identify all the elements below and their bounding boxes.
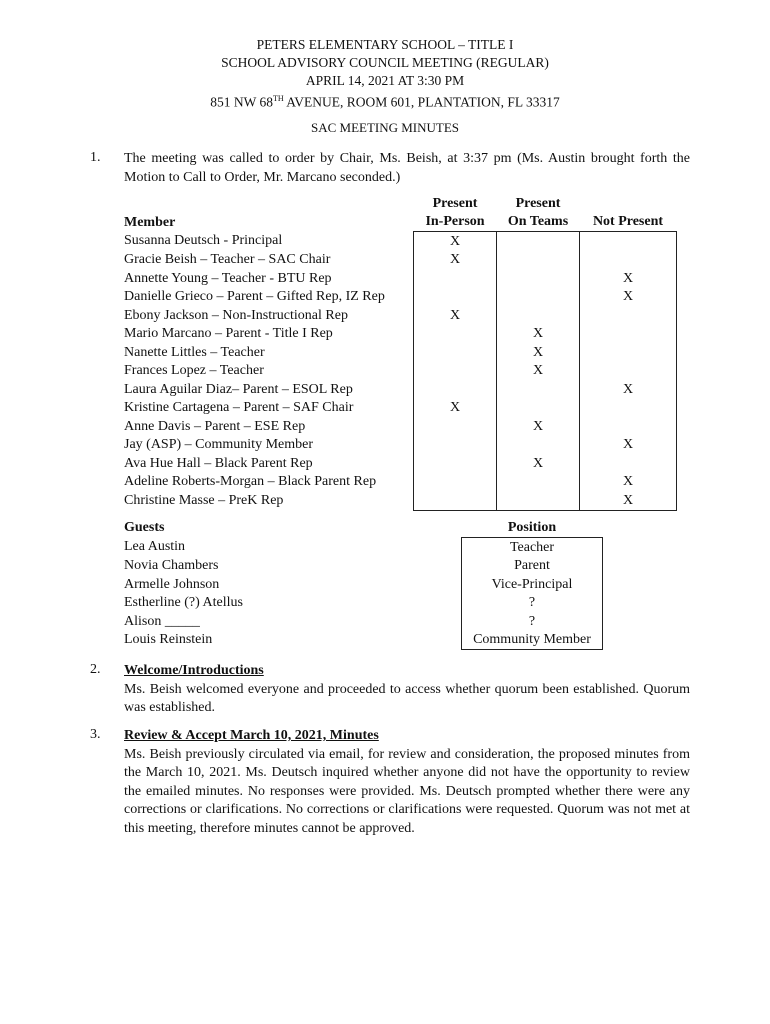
item-content bbox=[124, 727, 690, 838]
present-on-teams-mark bbox=[497, 491, 580, 510]
present-in-person-mark bbox=[414, 473, 497, 492]
guest-name: Lea Austin bbox=[124, 539, 186, 555]
not-present-mark: X bbox=[580, 269, 677, 288]
guest-position: ? bbox=[462, 594, 603, 613]
present-in-person-mark bbox=[414, 436, 497, 455]
address-part-2: AVENUE, ROOM 601, PLANTATION, FL 33317 bbox=[283, 94, 560, 110]
member-row bbox=[121, 436, 677, 455]
present-on-teams-mark: X bbox=[497, 454, 580, 473]
guest-position: Vice-Principal bbox=[462, 575, 603, 594]
member-name: Nanette Littles – Teacher bbox=[124, 344, 265, 360]
present-in-person-mark bbox=[414, 417, 497, 436]
not-present-mark: X bbox=[580, 380, 677, 399]
guest-name: Novia Chambers bbox=[124, 558, 219, 573]
present-in-person-mark bbox=[414, 325, 497, 344]
meeting-address bbox=[0, 90, 770, 112]
not-present-mark: X bbox=[580, 473, 677, 492]
present-in-person-mark bbox=[414, 269, 497, 288]
guest-name: Armelle Johnson bbox=[124, 576, 220, 592]
guest-position: Community Member bbox=[462, 631, 603, 650]
member-row bbox=[121, 491, 677, 510]
member-row bbox=[121, 399, 677, 418]
guests-table-body bbox=[121, 538, 603, 650]
present-on-teams-mark bbox=[497, 251, 580, 270]
present-on-teams-mark bbox=[497, 288, 580, 307]
guest-name: Estherline (?) Atellus bbox=[124, 595, 243, 610]
member-name: Frances Lopez – Teacher bbox=[124, 363, 264, 378]
guest-row bbox=[121, 612, 603, 631]
members-header-row bbox=[121, 195, 677, 232]
not-present-mark bbox=[580, 399, 677, 418]
member-row bbox=[121, 288, 677, 307]
guest-name: Louis Reinstein bbox=[124, 632, 213, 648]
item-number: 2. bbox=[90, 662, 101, 677]
member-name: Laura Aguilar Diaz– Parent – ESOL Rep bbox=[124, 381, 353, 397]
member-name: Ava Hue Hall – Black Parent Rep bbox=[124, 455, 313, 471]
guests-header-row bbox=[121, 519, 603, 538]
present-in-person-mark bbox=[414, 380, 497, 399]
member-row bbox=[121, 251, 677, 270]
member-row bbox=[121, 306, 677, 325]
item-text: The meeting was called to order by Chair, Ms. Beish, at 3:37 pm (Ms. Austin brought forth the Motion to Call to Order, Mr. Marcano seconded.) bbox=[124, 151, 690, 185]
present-on-teams-mark bbox=[497, 436, 580, 455]
member-row bbox=[121, 325, 677, 344]
present-in-person-mark bbox=[414, 288, 497, 307]
meeting-title: SCHOOL ADVISORY COUNCIL MEETING (REGULAR) bbox=[221, 55, 549, 70]
present-in-person-column-header bbox=[414, 195, 497, 232]
item-heading: Review & Accept March 10, 2021, Minutes bbox=[124, 728, 379, 743]
guest-row bbox=[121, 557, 603, 576]
member-row bbox=[121, 362, 677, 381]
not-present-mark bbox=[580, 454, 677, 473]
not-present-mark: X bbox=[580, 288, 677, 307]
present-on-teams-mark bbox=[497, 399, 580, 418]
present-on-teams-mark: X bbox=[497, 417, 580, 436]
guests-table bbox=[121, 519, 603, 650]
present-on-teams-mark bbox=[497, 473, 580, 492]
guest-row bbox=[121, 538, 603, 557]
not-present-mark bbox=[580, 343, 677, 362]
guest-row bbox=[121, 631, 603, 650]
member-name: Anne Davis – Parent – ESE Rep bbox=[124, 418, 306, 434]
member-row bbox=[121, 232, 677, 251]
member-row bbox=[121, 473, 677, 492]
meeting-date: APRIL 14, 2021 AT 3:30 PM bbox=[305, 73, 465, 88]
address-part-1: 851 NW 68 bbox=[210, 94, 273, 110]
item-number: 1. bbox=[90, 150, 101, 165]
not-present-mark bbox=[580, 362, 677, 381]
present-on-teams-column-header bbox=[497, 195, 580, 232]
not-present-mark bbox=[580, 232, 677, 251]
guest-position: ? bbox=[462, 612, 603, 631]
members-table-body bbox=[121, 232, 677, 511]
not-present-mark: X bbox=[580, 491, 677, 510]
member-name: Adeline Roberts-Morgan – Black Parent Rep bbox=[124, 474, 377, 489]
present-in-person-mark bbox=[414, 362, 497, 381]
member-row bbox=[121, 454, 677, 473]
not-present-mark: X bbox=[580, 436, 677, 455]
present-in-person-mark: X bbox=[414, 232, 497, 251]
member-name: Annette Young – Teacher - BTU Rep bbox=[124, 270, 332, 286]
member-name: Susanna Deutsch - Principal bbox=[124, 233, 283, 249]
present-in-person-mark bbox=[414, 454, 497, 473]
member-name: Ebony Jackson – Non-Instructional Rep bbox=[124, 307, 348, 323]
member-row bbox=[121, 417, 677, 436]
present-on-teams-mark bbox=[497, 269, 580, 288]
present-on-teams-mark: X bbox=[497, 343, 580, 362]
member-name: Jay (ASP) – Community Member bbox=[124, 437, 313, 452]
member-row bbox=[121, 343, 677, 362]
guest-position: Teacher bbox=[462, 538, 603, 557]
item-number: 3. bbox=[90, 727, 101, 742]
guest-row bbox=[121, 594, 603, 613]
position-column-header: Position bbox=[507, 520, 557, 535]
present-in-person-mark: X bbox=[414, 251, 497, 270]
member-row bbox=[121, 380, 677, 399]
guests-column-header: Guests bbox=[124, 520, 165, 536]
item-text: Ms. Beish previously circulated via email, for review and consideration, the proposed minutes from the March 10, 2021. Ms. Deutsch inquired whether anyone did not have the opportunity to review the emailed minutes. No responses were provided. Ms. Deutsch prompted whether there were any corrections or clarifications. No corrections or clarifications were requested. Quorum was not met at this meeting, therefore minutes cannot be approved. bbox=[124, 746, 690, 836]
present-in-person-mark bbox=[414, 491, 497, 510]
member-name: Mario Marcano – Parent - Title I Rep bbox=[124, 326, 333, 341]
present-on-teams-mark bbox=[497, 232, 580, 251]
present-on-teams-mark: X bbox=[497, 362, 580, 381]
present-on-teams-line-1: Present bbox=[515, 196, 561, 211]
not-present-mark bbox=[580, 251, 677, 270]
document-header bbox=[0, 36, 770, 112]
member-name: Kristine Cartagena – Parent – SAF Chair bbox=[124, 400, 354, 415]
present-on-teams-line-2: On Teams bbox=[507, 214, 569, 229]
address-superscript: TH bbox=[273, 94, 284, 103]
present-on-teams-mark: X bbox=[497, 325, 580, 344]
item-content bbox=[124, 662, 690, 718]
guest-name: Alison _____ bbox=[124, 613, 200, 629]
present-in-person-line-1: Present bbox=[432, 196, 478, 211]
item-text: Ms. Beish welcomed everyone and proceeded to access whether quorum been established. Quorum was established. bbox=[124, 681, 690, 715]
item-heading: Welcome/Introductions bbox=[124, 663, 264, 678]
not-present-mark bbox=[580, 325, 677, 344]
member-row bbox=[121, 269, 677, 288]
present-in-person-line-2: In-Person bbox=[425, 214, 485, 229]
guest-row bbox=[121, 575, 603, 594]
member-name: Danielle Grieco – Parent – Gifted Rep, IZ Rep bbox=[124, 289, 385, 304]
present-in-person-mark: X bbox=[414, 399, 497, 418]
member-column-header: Member bbox=[124, 214, 176, 230]
document-subtitle: SAC MEETING MINUTES bbox=[310, 120, 460, 135]
member-name: Gracie Beish – Teacher – SAC Chair bbox=[124, 252, 331, 267]
not-present-column-header: Not Present bbox=[592, 214, 664, 229]
members-attendance-table bbox=[121, 195, 677, 511]
not-present-mark bbox=[580, 306, 677, 325]
present-in-person-mark: X bbox=[414, 306, 497, 325]
school-name: PETERS ELEMENTARY SCHOOL – TITLE I bbox=[256, 37, 514, 52]
present-on-teams-mark bbox=[497, 380, 580, 399]
member-name: Christine Masse – PreK Rep bbox=[124, 492, 284, 508]
present-on-teams-mark bbox=[497, 306, 580, 325]
not-present-mark bbox=[580, 417, 677, 436]
guest-position: Parent bbox=[462, 557, 603, 576]
present-in-person-mark bbox=[414, 343, 497, 362]
